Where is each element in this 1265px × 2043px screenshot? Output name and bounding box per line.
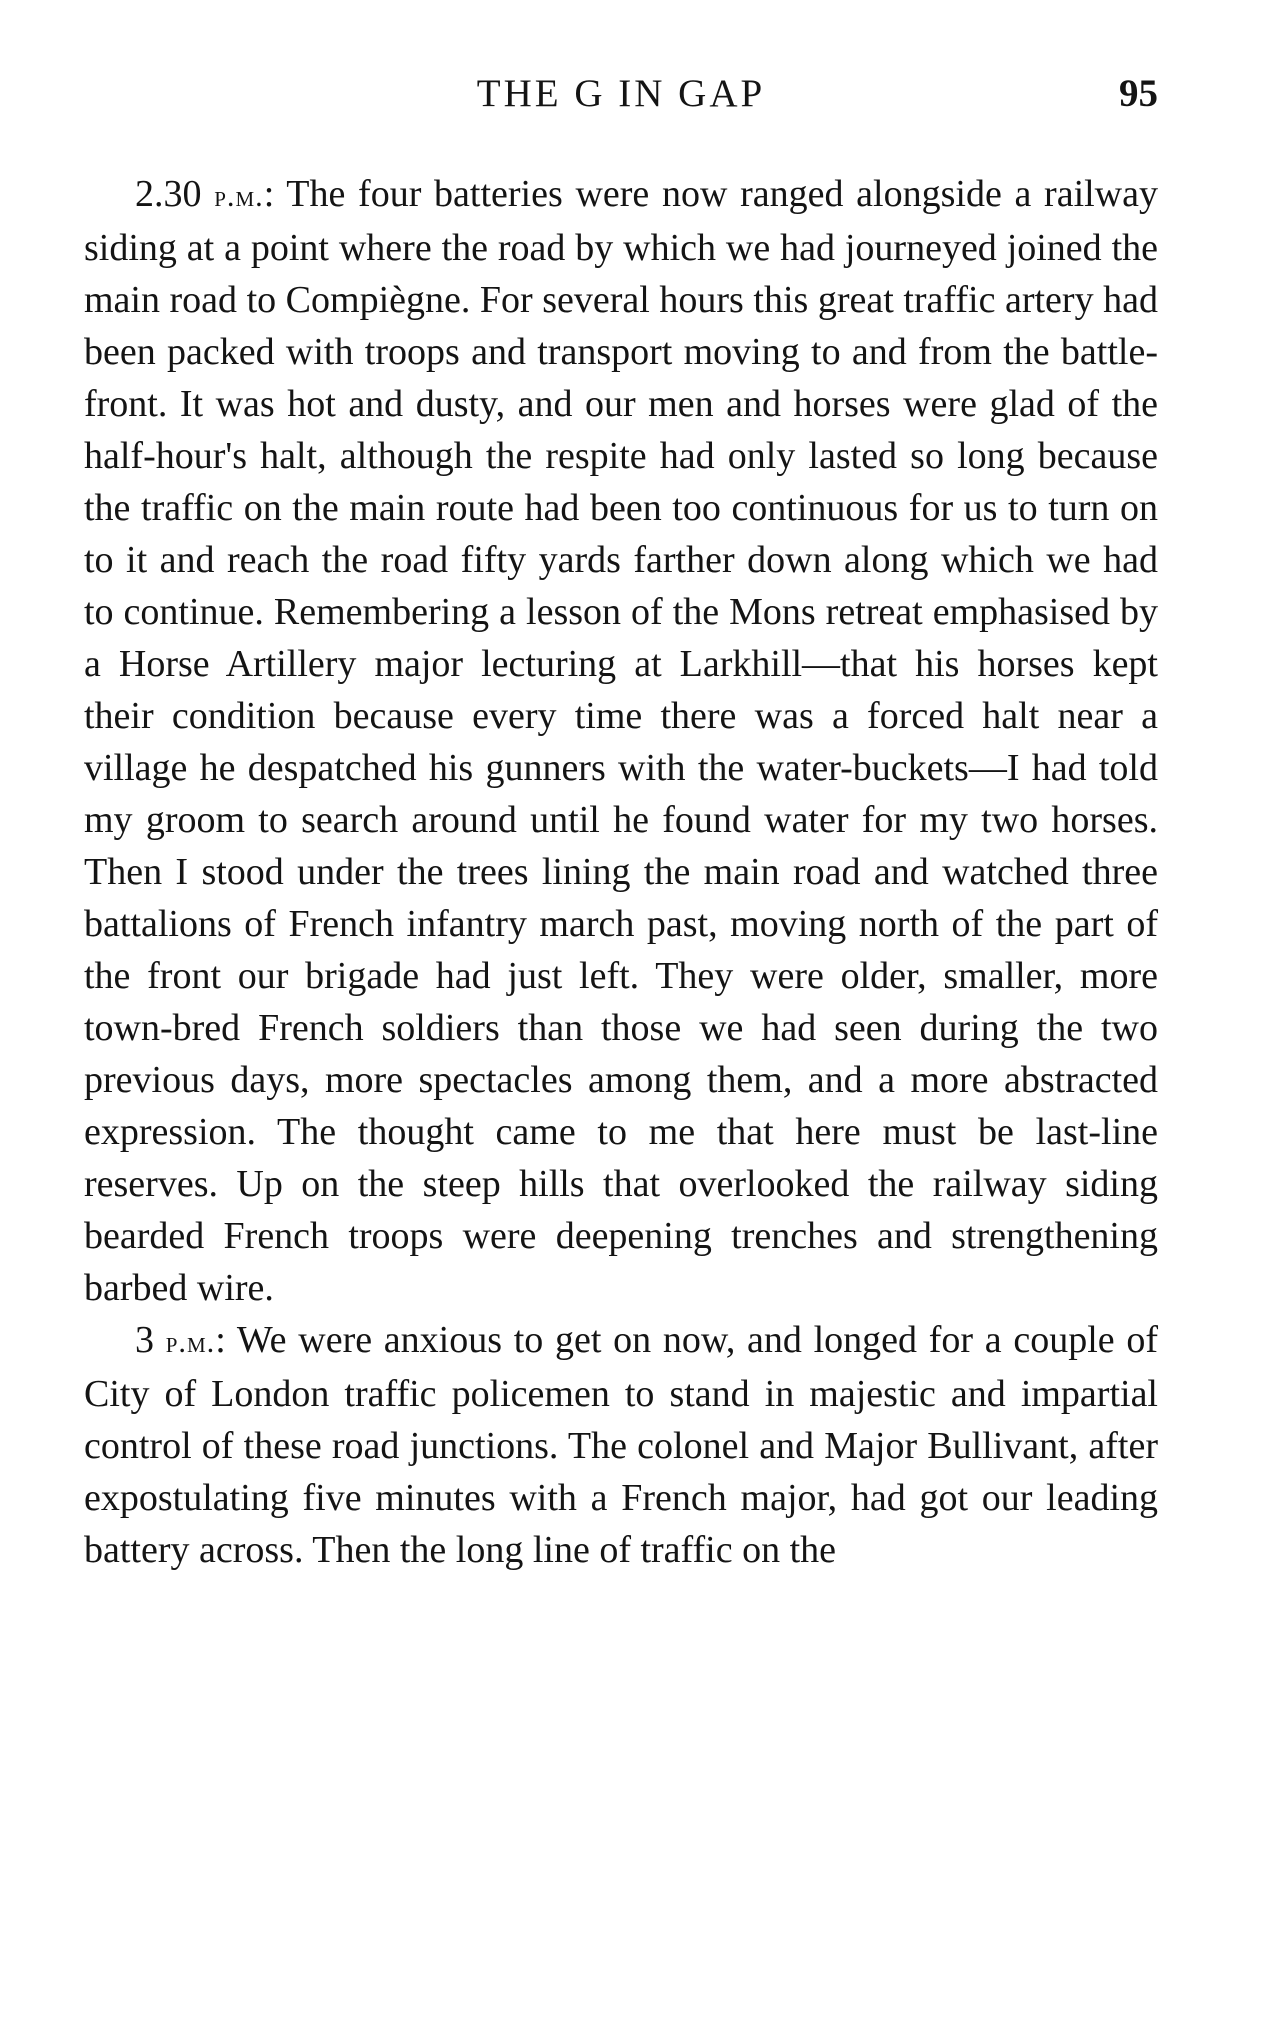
- page-number: 95: [1119, 72, 1158, 115]
- paragraph-2-30-pm: [84, 168, 1158, 1314]
- running-title: THE G IN GAP: [476, 72, 766, 115]
- page-header: [84, 66, 1158, 122]
- time-period: p.m.: [165, 1325, 216, 1359]
- time-value: 2.30: [135, 173, 202, 215]
- time-separator: :: [263, 173, 287, 215]
- time-label: [135, 1319, 215, 1361]
- time-separator: :: [215, 1319, 237, 1361]
- time-value: 3: [135, 1319, 154, 1361]
- body-text: [84, 168, 1158, 1576]
- time-label: [135, 173, 264, 215]
- paragraph-text: We were anxious to get on now, and longed for a couple of City of London traffic policemen to stand in majestic and impartial control of these road junctions. The colonel and Major Bullivant, after expostulating five minutes with a French major, had got our leading battery across. Then the long line of traffic on the: [84, 1319, 1158, 1571]
- paragraph-text: The four batteries were now ranged alongside a railway siding at a point where the road by which we had journeyed joined the main road to Compiègne. For several hours this great traffic artery had been packed with troops and transport moving to and from the battle-front. It was hot and dusty, and our men and horses were glad of the half-hour's halt, although the respite had only lasted so long because the traffic on the main route had been too continuous for us to turn on to it and reach the road fifty yards farther down along which we had to continue. Remembering a lesson of the Mons retreat emphasised by a Horse Artillery major lecturing at Larkhill—that his horses kept their condition because every time there was a forced halt near a village he despatched his gunners with the water-buckets—I had told my groom to search around until he found water for my two horses. Then I stood under the trees lining the main road and watched three battalions of French infantry march past, moving north of the part of the front our brigade had just left. They were older, smaller, more town-bred French soldiers than those we had seen during the two previous days, more spectacles among them, and a more abstracted expression. The thought came to me that here must be last-line reserves. Up on the steep hills that overlooked the railway siding bearded French troops were deepening trenches and strengthening barbed wire.: [84, 173, 1158, 1309]
- paragraph-3-pm: [84, 1314, 1158, 1576]
- time-period: p.m.: [214, 179, 264, 213]
